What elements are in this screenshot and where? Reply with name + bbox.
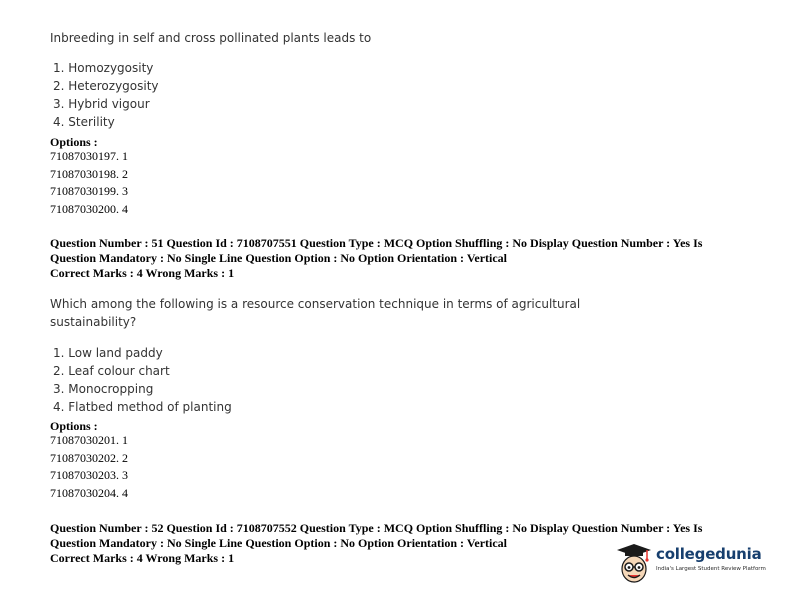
question-51-meta-line-1: Question Number : 51 Question Id : 7108707551 Question Type : MCQ Option Shuffling : No Display Question Number : Yes Is: [50, 236, 703, 250]
question-51-option-code: 71087030202. 2: [50, 450, 128, 465]
logo-wordmark: collegedunia: [656, 545, 762, 563]
question-52-marks: Correct Marks : 4 Wrong Marks : 1: [50, 551, 235, 565]
question-51-options: [53, 344, 232, 416]
question-50-option-code: 71087030198. 2: [50, 166, 128, 181]
question-50-options: [53, 59, 159, 131]
collegedunia-logo: [614, 541, 774, 591]
question-50-option-code: 71087030197. 1: [50, 149, 128, 163]
question-52-meta-line-1: Question Number : 52 Question Id : 7108707552 Question Type : MCQ Option Shuffling : No Display Question Number : Yes Is: [50, 521, 703, 535]
question-50-option-4: 4. Sterility: [53, 115, 115, 129]
question-50-option-codes: [50, 148, 128, 218]
question-51-option-codes: [50, 432, 128, 502]
question-51-option-code: 71087030203. 3: [50, 468, 128, 482]
question-51-option-1: 1. Low land paddy: [53, 346, 163, 360]
question-50-option-2: 2. Heterozygosity: [53, 79, 159, 93]
question-51-options-label: Options :: [50, 419, 98, 433]
question-52-meta-line-2: Question Mandatory : No Single Line Question Option : No Option Orientation : Vertical: [50, 536, 508, 550]
question-51-meta: [50, 236, 750, 281]
question-51-option-code: 71087030204. 4: [50, 485, 128, 500]
question-50-option-1: 1. Homozygosity: [53, 61, 154, 75]
question-51-text-line-1: Which among the following is a resource conservation technique in terms of agricultural: [50, 297, 581, 311]
question-51-option-code: 71087030201. 1: [50, 433, 128, 447]
question-51-option-2: 2. Leaf colour chart: [53, 364, 170, 378]
question-51-option-3: 3. Monocropping: [53, 382, 154, 396]
question-50-option-code: 71087030199. 3: [50, 184, 128, 198]
question-50-option-code: 71087030200. 4: [50, 201, 128, 216]
question-50-options-label: Options :: [50, 135, 98, 149]
question-51-meta-line-2: Question Mandatory : No Single Line Question Option : No Option Orientation : Vertical: [50, 251, 508, 265]
question-50-text: Inbreeding in self and cross pollinated plants leads to: [50, 31, 372, 45]
question-50-option-3: 3. Hybrid vigour: [53, 97, 150, 111]
question-51-option-4: 4. Flatbed method of planting: [53, 400, 232, 414]
question-51-text: [50, 295, 580, 331]
student-mascot-icon: [614, 541, 654, 587]
question-51-text-line-2: sustainability?: [50, 315, 137, 329]
question-51-marks: Correct Marks : 4 Wrong Marks : 1: [50, 266, 235, 280]
logo-tagline: India's Largest Student Review Platform: [656, 566, 766, 572]
